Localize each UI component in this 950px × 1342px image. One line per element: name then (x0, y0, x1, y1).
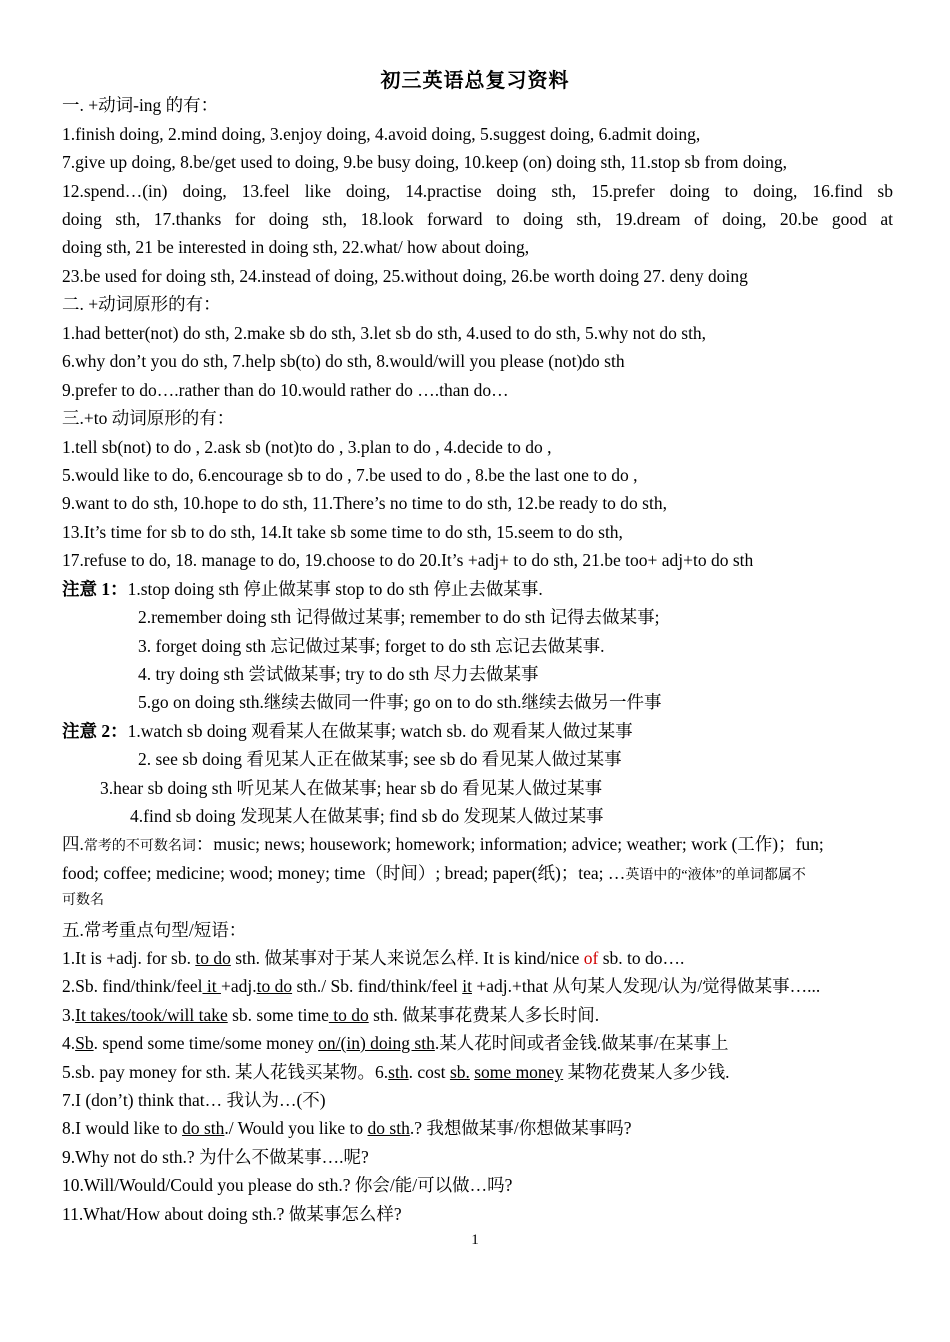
sentence-1 (62, 944, 684, 972)
text-run: 某物花费某人多少钱. (563, 1062, 730, 1082)
section-4-number: 四. (62, 834, 84, 854)
sentence-10: 10.Will/Would/Could you please do sth.? 你会/能/可以做…吗? (62, 1175, 513, 1195)
section-2-line: 6.why don’t you do sth, 7.help sb(to) do sth, 8.would/will you please (not)do sth (62, 351, 625, 371)
sentence-5 (62, 1058, 729, 1086)
section-1-line: 12.spend…(in) doing, 13.feel like doing, 14.practise doing sth, 15.prefer doing to doing, 16.find sb (62, 181, 893, 201)
underlined-text: on/(in) doing sth (318, 1033, 435, 1053)
page-number: 1 (471, 1232, 479, 1248)
note-2-line: 4.find sb doing 发现某人在做某事; find sb do 发现某人做过某事 (130, 806, 604, 826)
sentence-11: 11.What/How about doing sth.? 做某事怎么样? (62, 1204, 402, 1224)
text-run: . spend some time/some money (93, 1033, 319, 1053)
section-4-heading: 常考的不可数名词 (83, 839, 196, 854)
section-3-line: 13.It’s time for sb to do sth, 14.It take sb some time to do sth, 15.seem to do sth, (62, 522, 623, 542)
note-1-text: 1.stop doing sth 停止做某事 stop to do sth 停止去做某事. (127, 579, 543, 599)
underlined-text: It takes/took/will take (75, 1005, 228, 1025)
text-run: ./ Would you like to (224, 1118, 368, 1138)
underlined-text: some money (474, 1062, 564, 1082)
sentence-3 (62, 1001, 599, 1029)
section-4-text: ：music; news; housework; homework; information; advice; weather; work (工作)；fun; (195, 834, 824, 854)
note-1-line: 4. try doing sth 尝试做某事; try to do sth 尽力去做某事 (138, 664, 539, 684)
note-2-label: 注意 2 (62, 721, 111, 741)
text-run: +adj. (220, 976, 257, 996)
text-run: 8.I would like to (62, 1118, 183, 1138)
text-run: 2.Sb. find/think/feel (62, 976, 203, 996)
sentence-2 (62, 972, 820, 1000)
text-run: 1.It is +adj. for sb. (62, 948, 196, 968)
underlined-text: Sb (75, 1033, 94, 1053)
note-2-colon: ： (110, 721, 128, 741)
underlined-text: do sth (182, 1118, 225, 1138)
section-2-line: 1.had better(not) do sth, 2.make sb do sth, 3.let sb do sth, 4.used to do sth, 5.why not do sth, (62, 323, 707, 343)
page-title: 初三英语总复习资料 (380, 70, 570, 92)
note-1-line (62, 575, 543, 603)
section-1-heading: 一. +动词-ing 的有： (62, 95, 219, 115)
underlined-text: to do (195, 948, 231, 968)
section-4-line (62, 859, 806, 890)
note-1-label: 注意 1 (62, 579, 111, 599)
section-2-line: 9.prefer to do….rather than do 10.would rather do ….than do… (62, 380, 509, 400)
section-1-line: doing sth, 21 be interested in doing sth, 22.what/ how about doing, (62, 237, 530, 257)
underlined-text: sb. (449, 1062, 470, 1082)
sentence-4 (62, 1029, 728, 1057)
text-run: sb. some time (227, 1005, 329, 1025)
note-2-line: 3.hear sb doing sth 听见某人在做某事; hear sb do 看见某人做过某事 (100, 778, 603, 798)
section-1-line: 23.be used for doing sth, 24.instead of doing, 25.without doing, 26.be worth doing 27. deny doing (62, 266, 748, 286)
section-3-line: 5.would like to do, 6.encourage sb to do , 7.be used to do , 8.be the last one to do , (62, 465, 638, 485)
sentence-8 (62, 1114, 631, 1142)
note-1-line: 3. forget doing sth 忘记做过某事; forget to do sth 忘记去做某事. (138, 636, 605, 656)
note-2-line (62, 717, 633, 745)
underlined-text: do sth (367, 1118, 410, 1138)
sentence-7: 7.I (don’t) think that… 我认为…(不) (62, 1090, 326, 1110)
text-run: sb. to do…. (598, 948, 685, 968)
text-run: .? 我想做某事/你想做某事吗? (409, 1118, 632, 1138)
text-run: 5.sb. pay money for sth. 某人花钱买某物。6. (62, 1062, 389, 1082)
text-run: 4. (62, 1033, 76, 1053)
text-run: sth. 做某事花费某人多长时间. (368, 1005, 600, 1025)
underlined-text: to do (328, 1005, 369, 1025)
note-2-line: 2. see sb doing 看见某人正在做某事; see sb do 看见某人做过某事 (138, 749, 622, 769)
section-4-line (62, 830, 824, 861)
note-1-line: 5.go on doing sth.继续去做同一件事; go on to do sth.继续去做另一件事 (138, 692, 662, 712)
note-2-text: 1.watch sb doing 观看某人在做某事; watch sb. do 观看某人做过某事 (127, 721, 633, 741)
section-3-line: 17.refuse to do, 18. manage to do, 19.choose to do 20.It’s +adj+ to do sth, 21.be too+ adj+to do sth (62, 550, 754, 570)
text-run: +adj.+that 从句某人发现/认为/觉得做某事…... (471, 976, 821, 996)
underlined-text: to do (256, 976, 293, 996)
underlined-text: it (202, 976, 221, 996)
section-1-line: 1.finish doing, 2.mind doing, 3.enjoy doing, 4.avoid doing, 5.suggest doing, 6.admit doing, (62, 124, 701, 144)
underlined-text: it (462, 976, 472, 996)
text-run: . cost (408, 1062, 450, 1082)
section-1-line: 7.give up doing, 8.be/get used to doing, 9.be busy doing, 10.keep (on) doing sth, 11.stop sb from doing, (62, 152, 788, 172)
section-4-text: food; coffee; medicine; wood; money; time（时间）; bread; paper(纸)；tea; … (62, 863, 626, 883)
section-1-line: doing sth, 17.thanks for doing sth, 18.look forward to doing sth, 19.dream of doing, 20.be good at (62, 209, 893, 229)
text-run: sth./ Sb. find/think/feel (292, 976, 463, 996)
note-1-colon: ： (110, 579, 128, 599)
text-run: .某人花时间或者金钱.做某事/在某事上 (434, 1033, 729, 1053)
section-3-heading: 三.+to 动词原形的有： (62, 408, 235, 428)
section-2-heading: 二. +动词原形的有： (62, 294, 221, 314)
section-3-line: 1.tell sb(not) to do , 2.ask sb (not)to do , 3.plan to do , 4.decide to do , (62, 437, 552, 457)
section-5-heading: 五.常考重点句型/短语： (62, 920, 247, 940)
highlighted-word: of (583, 948, 599, 968)
section-4-note: 可数名 (62, 893, 104, 908)
section-3-line: 9.want to do sth, 10.hope to do sth, 11.There’s no time to do sth, 12.be ready to do sth, (62, 493, 667, 513)
text-run: 3. (62, 1005, 76, 1025)
sentence-9: 9.Why not do sth.? 为什么不做某事….呢? (62, 1147, 369, 1167)
underlined-text: sth (388, 1062, 409, 1082)
section-4-note: 英语中的“液体”的单词都属不 (625, 868, 806, 883)
text-run: sth. 做某事对于某人来说怎么样. It is kind/nice (230, 948, 584, 968)
note-1-line: 2.remember doing sth 记得做过某事; remember to do sth 记得去做某事; (138, 607, 660, 627)
